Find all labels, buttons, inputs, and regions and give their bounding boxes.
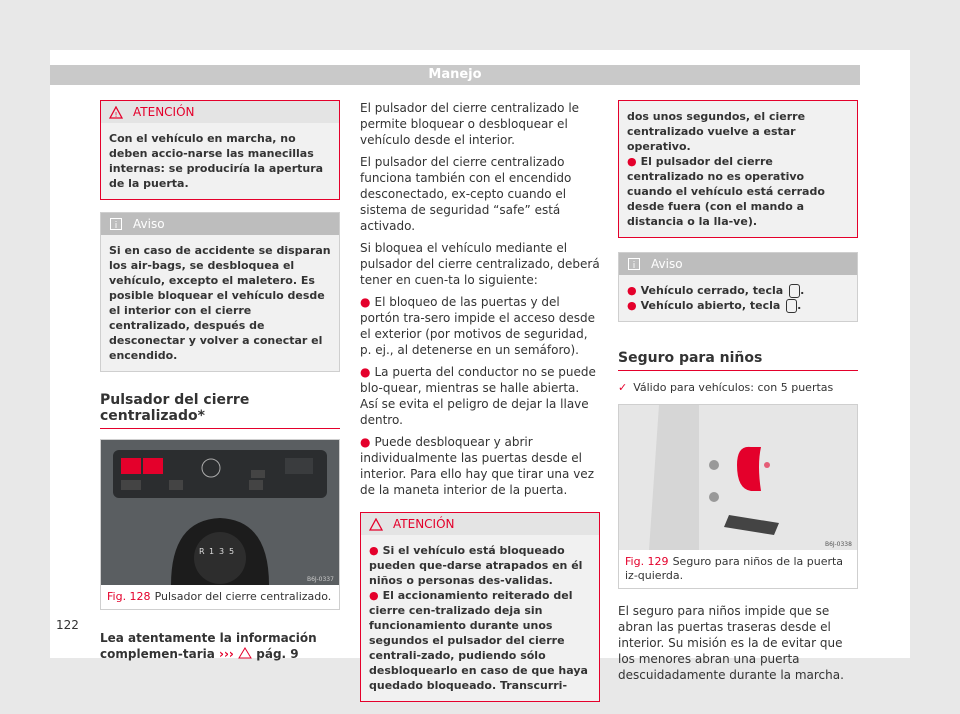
page-ref-link[interactable]: pág. 9 <box>256 647 299 661</box>
page-header: Manejo <box>50 65 860 85</box>
warning-ref-icon <box>238 647 252 663</box>
svg-text:i: i <box>114 221 118 230</box>
warning-box-continued: dos unos segundos, el cierre centralizado vuelve a estar operativo. ● El pulsador del cierre centralizado no es operativo cuando el vehículo está cerrado desde fuera (con el mando a distancia o la lla-ve). <box>618 100 858 238</box>
aviso-box <box>100 212 340 372</box>
figure-caption: Fig. 128 Pulsador del cierre centralizado. <box>107 590 332 603</box>
figure-128 <box>100 439 340 610</box>
gear-label-1: 1 <box>209 547 215 556</box>
warning-icon <box>109 105 123 119</box>
page-number: 122 <box>56 618 79 632</box>
child-lock-image <box>619 405 857 550</box>
column-3 <box>618 100 858 689</box>
central-lock-image <box>101 440 339 585</box>
figure-caption: Fig. 129 Seguro para niños de la puerta iz-quierda. <box>625 555 844 582</box>
paragraph-1: El pulsador del cierre centralizado le permite bloquear o desbloquear el vehículo desde el interior. <box>360 101 580 147</box>
gear-label-r: R <box>199 547 205 556</box>
svg-text:!: ! <box>114 110 118 119</box>
bullet-item: ● El bloqueo de las puertas y del portón tra-sero impide el acceso desde el exterior (por motivos de seguridad, p. ej., al detenerse en un semáforo). <box>360 295 596 357</box>
section-title: Seguro para niños <box>618 350 858 371</box>
gear-label-5: 5 <box>229 547 235 556</box>
section-title: Pulsador del cierre centralizado* <box>100 392 340 429</box>
warning-icon <box>369 517 383 531</box>
figure-129 <box>618 404 858 589</box>
warning-box <box>360 512 600 702</box>
aviso-bullet: ● Vehículo cerrado, tecla . <box>627 284 805 297</box>
warning-title: ATENCIÓN <box>393 517 455 531</box>
aviso-title: Aviso <box>133 217 165 231</box>
figure-code: B6J-0338 <box>825 541 852 548</box>
aviso-box <box>618 252 858 322</box>
body-text: El seguro para niños impide que se abran las puertas traseras desde el interior. Su misión es la de evitar que los menores abran una puerta descuidadamente durante la marcha. <box>618 604 844 682</box>
svg-text:i: i <box>632 261 636 270</box>
unlock-key-icon <box>786 299 797 313</box>
bullet-item: ● Puede desbloquear y abrir individualmente las puertas desde el interior. Para ello hay que tirar una vez de la maneta interior de la puerta. <box>360 435 594 497</box>
warning-bullet: ● Si el vehículo está bloqueado pueden que-darse atrapados en él niños o personas des-validas. <box>369 544 583 587</box>
info-icon <box>627 257 641 271</box>
warning-bullet: ● El pulsador del cierre centralizado no es operativo cuando el vehículo está cerrado desde fuera (con el mando a distancia o la lla-ve). <box>627 155 825 228</box>
paragraph-2: El pulsador del cierre centralizado funciona también con el encendido desconectado, ex-cepto cuando el sistema de seguridad “safe” está activado. <box>360 155 572 233</box>
bullet-item: ● La puerta del conductor no se puede blo-quear, mientras se halle abierta. Así se evita el peligro de dejar la llave dentro. <box>360 365 596 427</box>
lock-key-icon <box>789 284 800 298</box>
figure-code: B6J-0337 <box>307 576 334 583</box>
aviso-bullet: ● Vehículo abierto, tecla . <box>627 299 802 312</box>
column-2 <box>360 100 600 714</box>
info-icon <box>109 217 123 231</box>
warning-title: ATENCIÓN <box>133 105 195 119</box>
validity-note: ✓ Válido para vehículos: con 5 puertas <box>618 381 834 394</box>
paragraph-3: Si bloquea el vehículo mediante el pulsador del cierre centralizado, deberá tener en cuen-ta lo siguiente: <box>360 241 600 287</box>
warning-bullet: ● El accionamiento reiterado del cierre cen-tralizado deja sin funcionamiento durante unos segundos el pulsador del cierre centrali-zado, pudiendo sólo desbloquearlo en caso de que haya quedado bloqueado. Transcurri- <box>369 589 588 692</box>
warning-box <box>100 100 340 200</box>
column-1 <box>100 100 340 669</box>
lead-text: Lea atentamente la información complemen-taria ››› pág. 9 <box>100 631 317 661</box>
warning-text: Con el vehículo en marcha, no deben accio-narse las manecillas internas: se produciría la apertura de la puerta. <box>109 132 324 190</box>
aviso-title: Aviso <box>651 257 683 271</box>
check-icon: ✓ <box>618 381 628 394</box>
aviso-text: Si en caso de accidente se disparan los air-bags, se desbloquea el vehículo, excepto el maletero. Es posible bloquear el vehículo desde el interior con el cierre centralizado, después de desconectar y volver a conectar el encendido. <box>109 244 331 362</box>
gear-label-3: 3 <box>219 547 225 556</box>
